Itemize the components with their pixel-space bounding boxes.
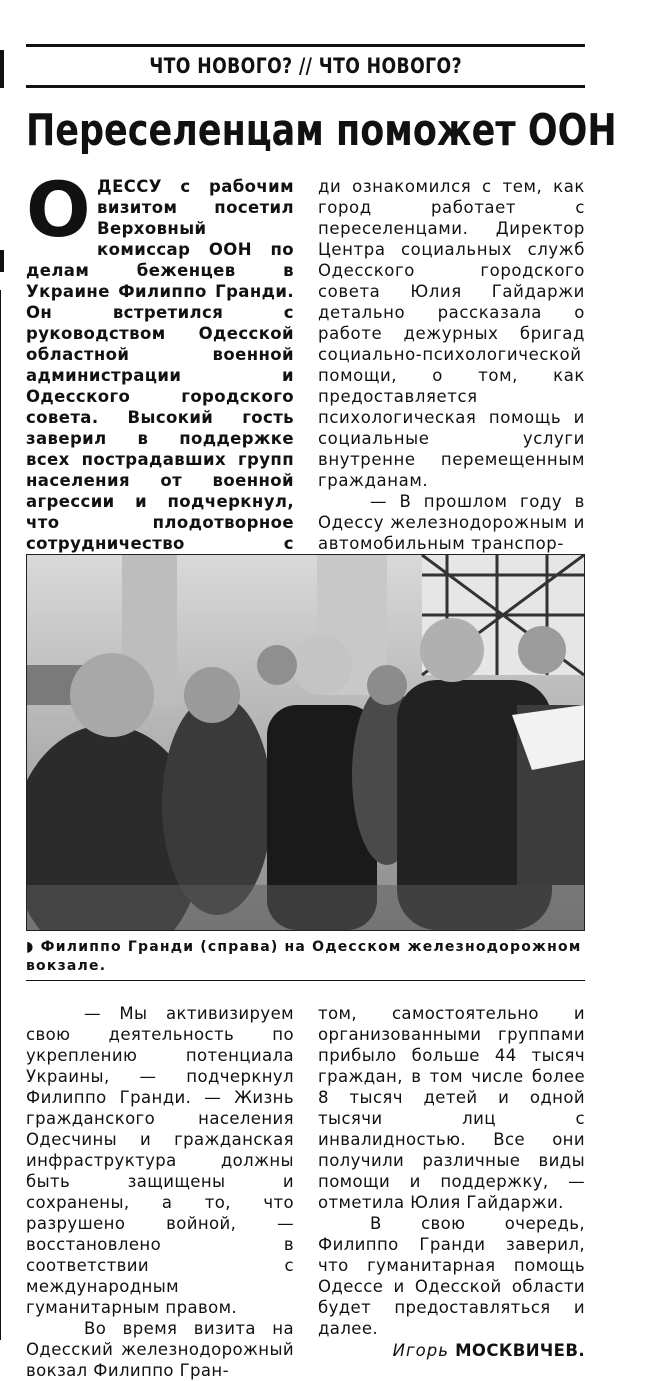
text-column-bottom-left xyxy=(26,1003,294,1381)
author-byline xyxy=(318,1340,585,1361)
margin-mark-low xyxy=(0,290,1,1340)
paragraph: В свою очередь, Филиппо Гранди заверил, что гуманитарная помощь Одессе и Одесской области будет предоставляться и далее. xyxy=(318,1214,585,1338)
margin-mark-mid xyxy=(0,250,4,272)
caption-marker: ◗ xyxy=(26,939,41,955)
author-first-name: Игорь xyxy=(392,1341,449,1360)
floor xyxy=(27,885,584,930)
photo-illustration xyxy=(27,555,584,930)
article-headline: Переселенцам поможет ООН xyxy=(26,105,617,156)
paragraph: — Мы активизируем свою деятельность по укреплению потенциала Украины, — подчеркнул Филиппо Гранди. — Жизнь гражданского населения Одесчины и гражданская инфраструктура должны быть защищены и сохранены, а то, что разрушено войной, — восстановлено в соответствии с международным гуманитарным правом. xyxy=(26,1004,294,1317)
paragraph: Во время визита на Одесский железнодорожный вокзал Филиппо Гран- xyxy=(26,1319,294,1380)
lead-text: ДЕССУ с рабочим визитом посетил Верховный комиссар ООН по делам беженцев в Украине Филиппо Гранди. Он встретился с руководством Одесской областной военной администрации и Одесского городского совета. Высокий гость заверил в поддержке всех пострадавших групп населения от военной агрессии и подчеркнул, что плодотворное сотрудничество с xyxy=(26,177,294,553)
section-rubric xyxy=(26,44,585,88)
paragraph: том, самостоятельно и организованными группами прибыло больше 44 тысяч граждан, в том числе более 8 тысяч детей и одной тысячи лиц с инвалидностью. Все они получили различные виды помощи и поддержку, — отметила Юлия Гайдаржи. xyxy=(318,1004,585,1212)
text-column-top-right xyxy=(318,176,585,554)
paragraph: ди ознакомился с тем, как город работает с переселенцами. Директор Центра социальных служб Одесского городского совета Юлия Гайдаржи детально рассказала о работе дежурных бригад социально-психологической помощи, о том, как предоставляется психологическая помощь и социальные услуги внутренне перемещенным гражданам. xyxy=(318,177,585,490)
margin-mark-top xyxy=(0,50,4,88)
caption-divider xyxy=(26,980,585,981)
rubric-text: ЧТО НОВОГО? // ЧТО НОВОГО? xyxy=(149,54,462,78)
article-photo xyxy=(26,554,585,931)
lead-paragraph xyxy=(26,165,294,617)
newspaper-page xyxy=(26,0,617,1380)
paragraph: — В прошлом году в Одессу железнодорожным и автомобильным транспор- xyxy=(318,492,585,553)
photo-caption xyxy=(26,938,585,976)
caption-text: Филиппо Гранди (справа) на Одесском железнодорожном вокзале. xyxy=(26,939,582,974)
drop-cap: О xyxy=(26,165,92,254)
author-last-name: МОСКВИЧЕВ. xyxy=(455,1341,585,1360)
text-column-bottom-right xyxy=(318,1003,585,1361)
